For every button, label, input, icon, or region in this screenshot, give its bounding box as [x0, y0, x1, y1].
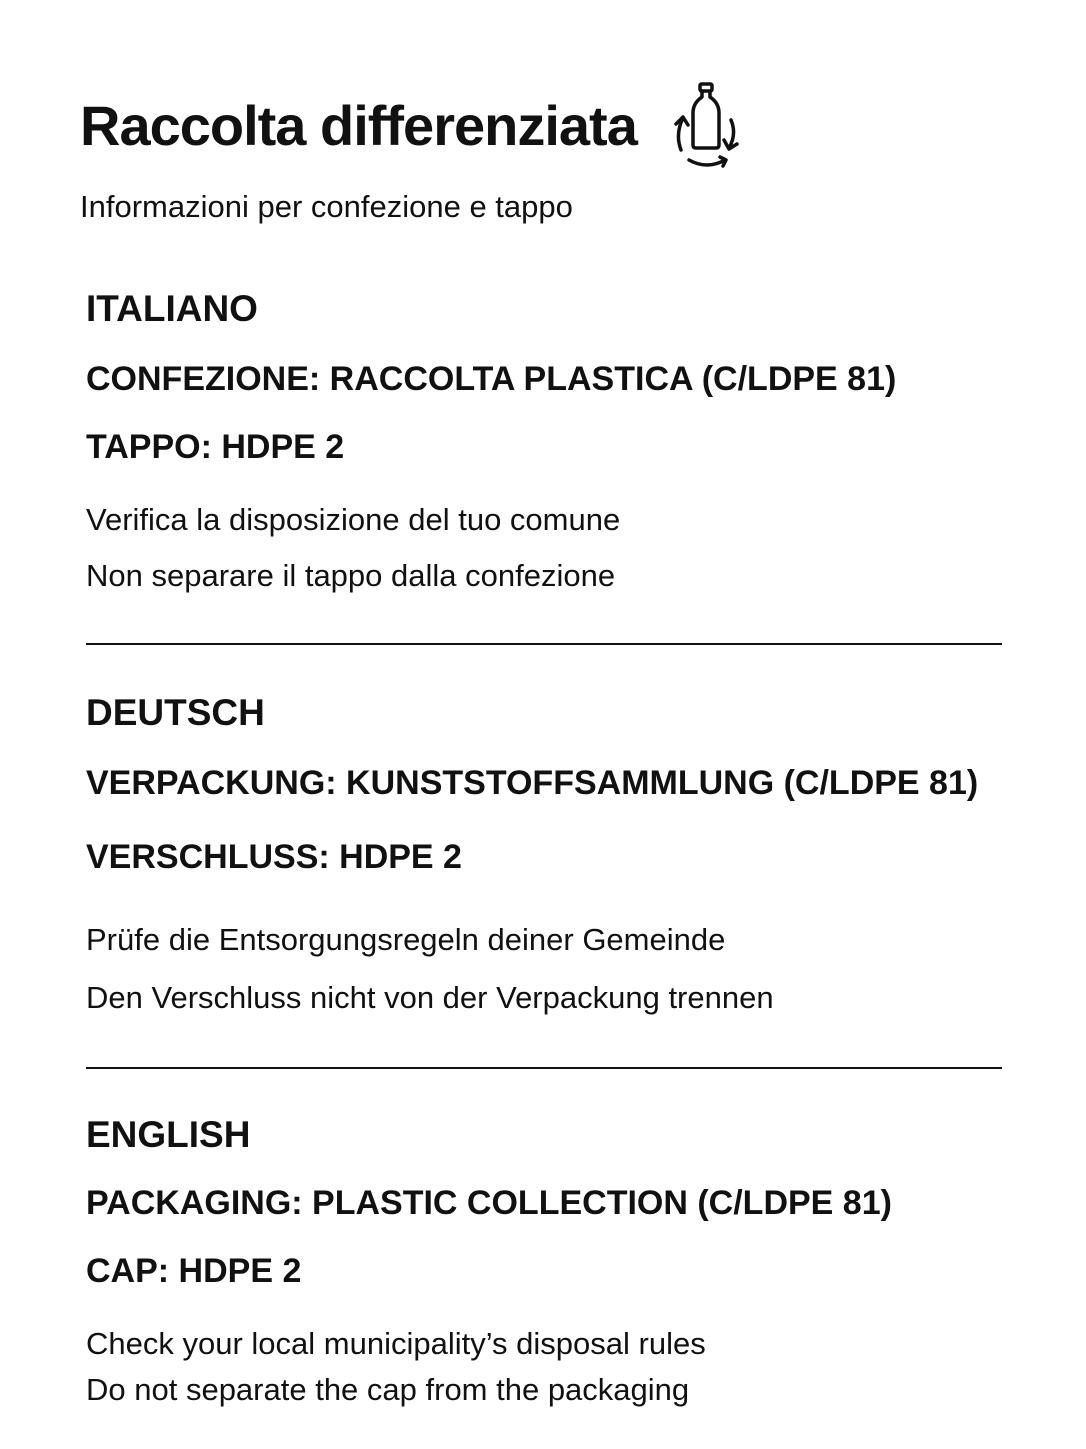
note-line: Prüfe die Entsorgungsregeln deiner Gemeinde: [86, 922, 726, 957]
language-heading: ENGLISH: [86, 1114, 251, 1155]
packaging-line: VERPACKUNG: KUNSTSTOFFSAMMLUNG (C/LDPE 81): [86, 764, 979, 802]
note-line: Non separare il tappo dalla confezione: [86, 558, 616, 593]
packaging-line: CONFEZIONE: RACCOLTA PLASTICA (C/LDPE 81): [86, 360, 897, 398]
cap-line: CAP: HDPE 2: [86, 1252, 302, 1290]
section-divider: [86, 643, 1002, 645]
section-english: [86, 1116, 1006, 1416]
note-line: Do not separate the cap from the packaging: [86, 1372, 690, 1407]
cap-line: TAPPO: HDPE 2: [86, 428, 345, 466]
section-divider: [86, 1067, 1002, 1069]
section-italiano: [86, 290, 1006, 610]
title-row: [80, 78, 980, 174]
header: [80, 78, 980, 225]
page-subtitle: Informazioni per confezione e tappo: [80, 189, 573, 224]
packaging-line: PACKAGING: PLASTIC COLLECTION (C/LDPE 81): [86, 1184, 892, 1222]
language-heading: DEUTSCH: [86, 692, 265, 733]
section-deutsch: [86, 694, 1006, 1024]
note-line: Verifica la disposizione del tuo comune: [86, 502, 621, 537]
language-heading: ITALIANO: [86, 288, 258, 329]
note-line: Den Verschluss nicht von der Verpackung trennen: [86, 980, 774, 1015]
bottle-recycle-icon: [667, 78, 747, 174]
note-line: Check your local municipality’s disposal rules: [86, 1326, 706, 1361]
cap-line: VERSCHLUSS: HDPE 2: [86, 838, 462, 876]
page-title: Raccolta differenziata: [80, 94, 637, 157]
